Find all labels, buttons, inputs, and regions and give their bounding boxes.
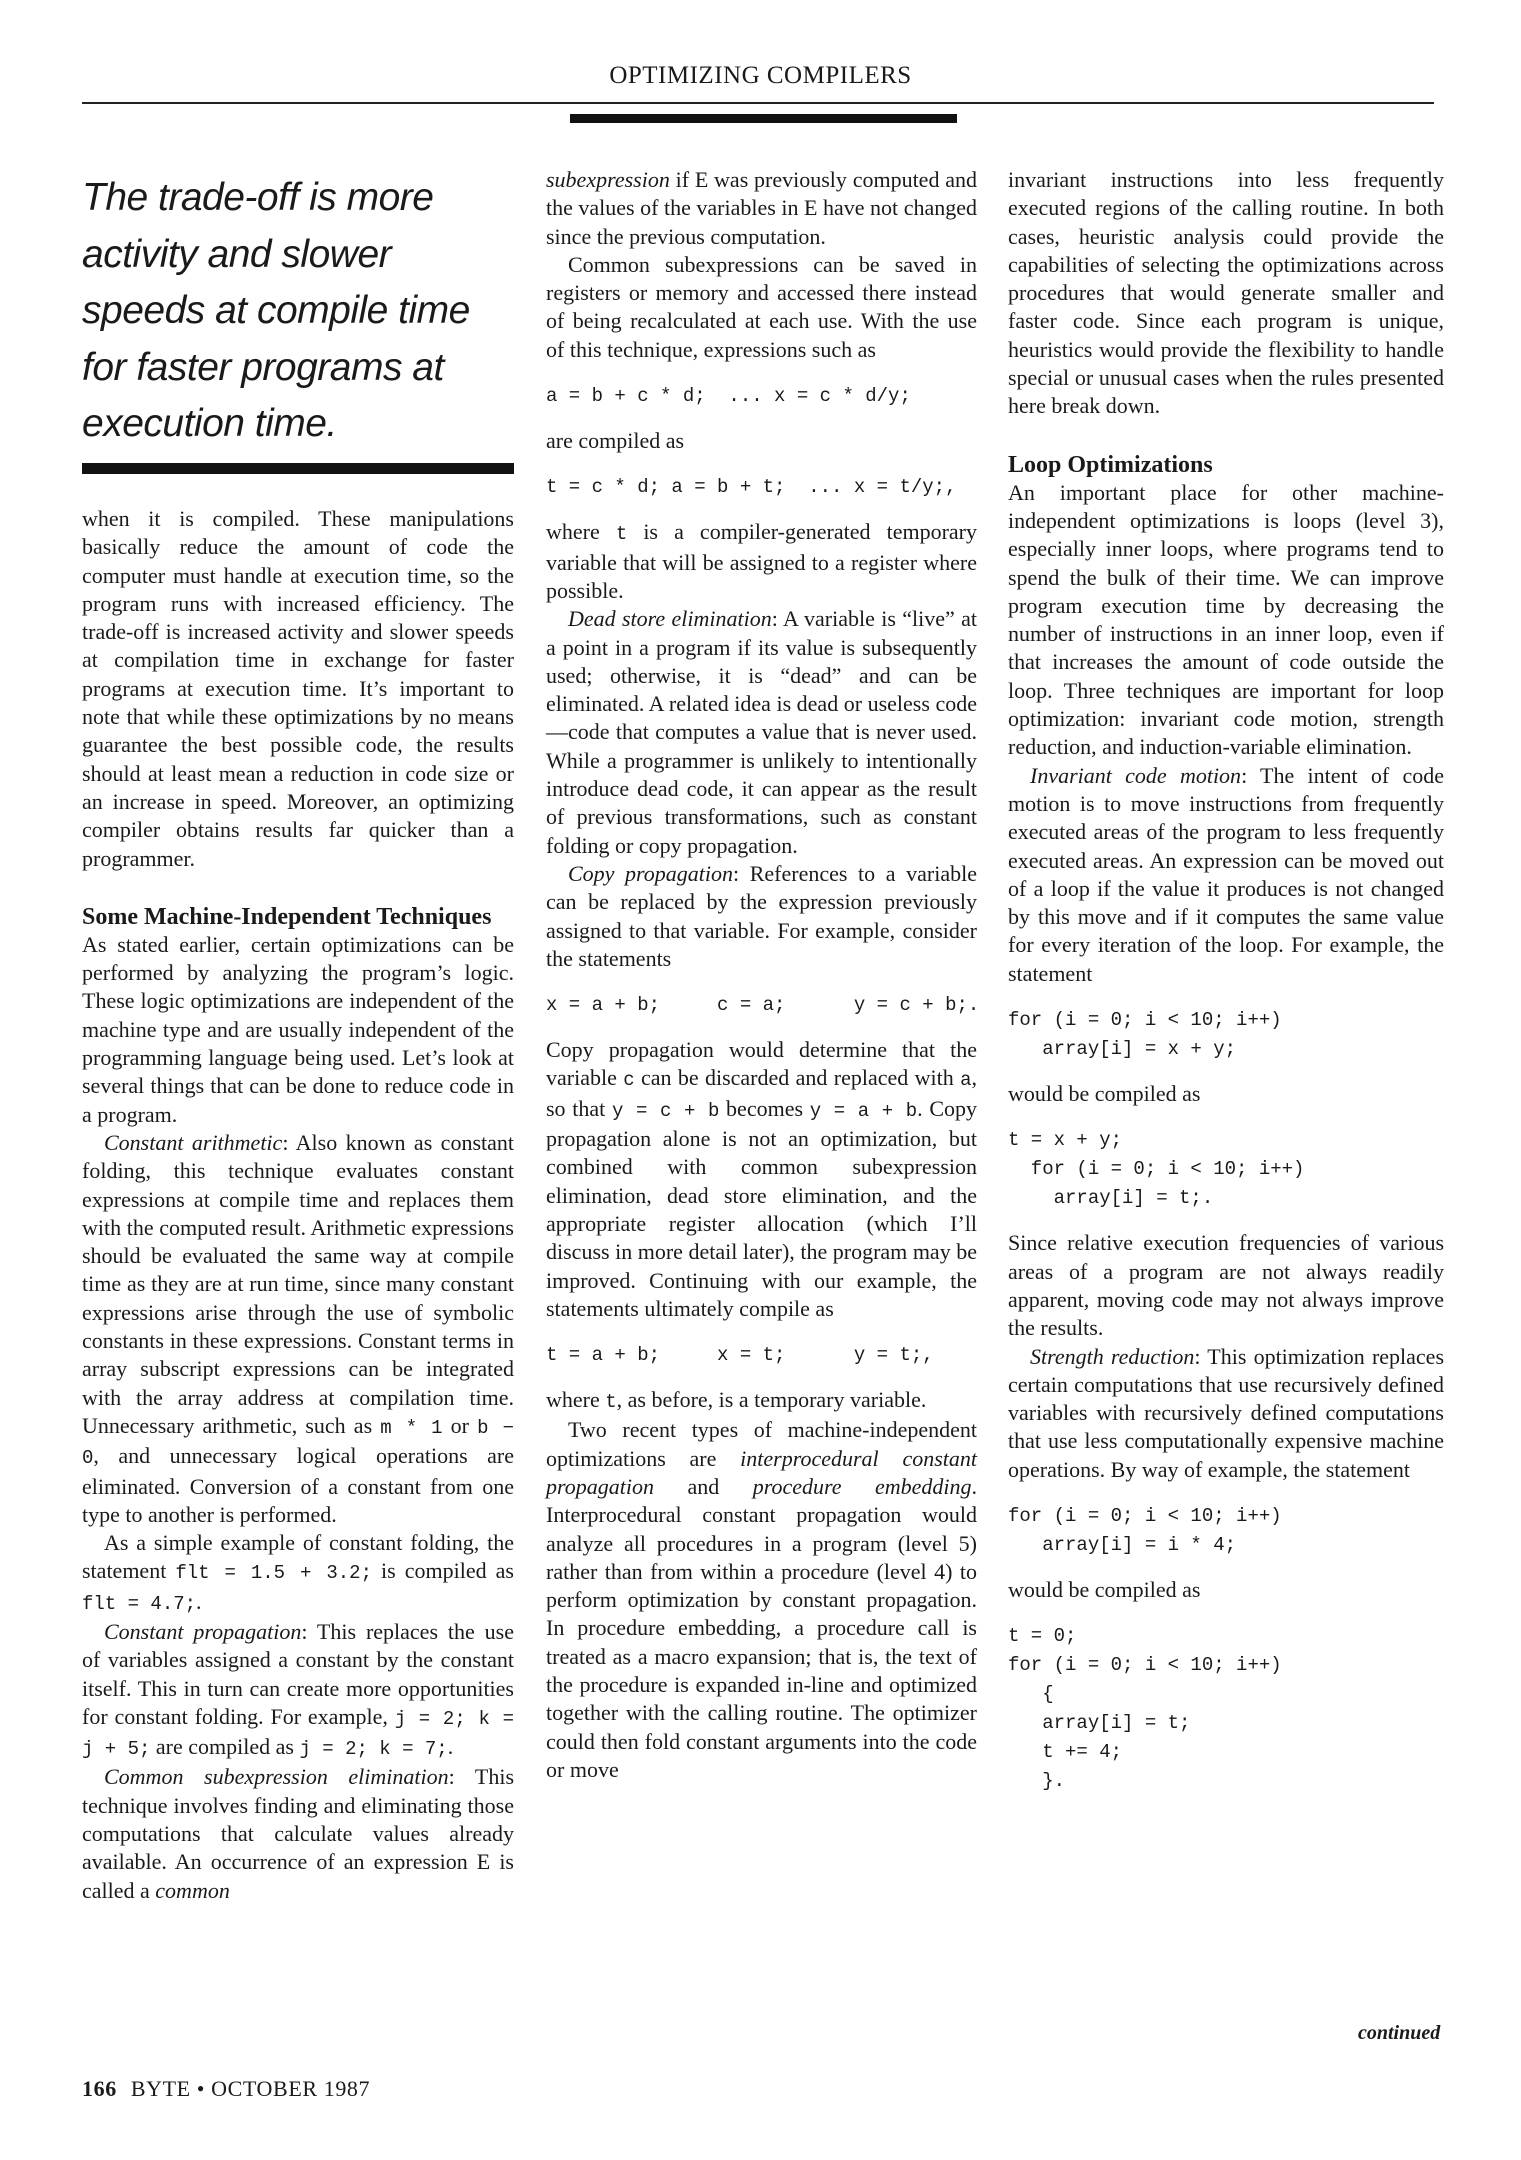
text: . Copy propagation alone is not an optimization, but combined with common subexpression elimination, dead store elimination, and the appropriate register allocation (which I’ll discuss in more detail later), the program may be improved. Continuing with our example, the statements ultimately compile as bbox=[546, 1095, 977, 1321]
column-1 bbox=[82, 505, 514, 1905]
code-block: t = x + y; for (i = 0; i < 10; i++) array[i] = t;. bbox=[1008, 1129, 1305, 1210]
page-number: 166 bbox=[82, 2076, 117, 2101]
page-footer bbox=[82, 2076, 370, 2102]
text: : A variable is “live” at a point in a program if its value is subsequently used; otherwise, it is “dead” and can be eliminated. A related idea is dead or useless code—code that computes a value that is never used. While a programmer is unlikely to intentionally introduce dead code, it can appear as the result of previous transformations, such as constant folding or copy propagation. bbox=[546, 606, 977, 858]
term: subexpression bbox=[546, 167, 670, 192]
text: are compiled as bbox=[150, 1734, 300, 1760]
paragraph: An important place for other machine-independent optimizations is loops (level 3), especially inner loops, where programs tend to spend the bulk of their time. We can improve program execution time by decreasing the number of instructions in an inner loop, even if that increases the amount of code outside the loop. Three techniques are important for loop optimization: invariant code motion, strength reduction, and induction-variable elimination. bbox=[1008, 479, 1444, 760]
text: Two recent types of machine-independent optimizations are bbox=[546, 1417, 977, 1471]
paragraph bbox=[546, 518, 977, 605]
text: : The intent of code motion is to move instructions from frequently executed areas of the program to less frequently executed areas. An expression can be moved out of a loop if the value it produces is not changed by this move and if it computes the same value for every iteration of the loop. For example, the statement bbox=[1008, 762, 1444, 986]
paragraph: invariant instructions into less frequently executed regions of the calling routine. In both cases, heuristic analysis could provide the capabilities of selecting the optimizations across procedures that would generate smaller and faster code. Since each program is unique, heuristics would provide the flexibility to handle special or unusual cases when the rules presented here break down. bbox=[1008, 167, 1444, 419]
magazine-issue: BYTE • OCTOBER 1987 bbox=[130, 2076, 371, 2101]
text: : This optimization replaces certain computations that use recursively defined variables with recursively defined computations that use less computationally expensive machine operations. By way of example, the statement bbox=[1008, 1343, 1444, 1482]
paragraph-constant-propagation bbox=[82, 1618, 514, 1763]
term: interprocedural constant propagation bbox=[546, 1445, 977, 1499]
text: As a simple example of constant folding, the statement bbox=[82, 1530, 514, 1584]
paragraph: are compiled as bbox=[546, 428, 685, 454]
column-2 bbox=[546, 166, 980, 1784]
term: Strength reduction bbox=[1030, 1343, 1195, 1369]
paragraph: As stated earlier, certain optimizations can be performed by analyzing the program’s logic. These logic optimizations are independent of the machine type and are usually independent of the programming language being used. Let’s look at several things that can be done to reduce code in a program. bbox=[82, 931, 514, 1127]
paragraph: Since relative execution frequencies of various areas of a program are not always readily apparent, moving code may not always improve the results. bbox=[1008, 1230, 1444, 1341]
inline-code: t bbox=[615, 523, 628, 546]
column-3 bbox=[1008, 166, 1444, 1812]
text: , and unnecessary logical operations are eliminated. Conversion of a constant from one type to another is performed. bbox=[82, 1443, 514, 1527]
code-block: for (i = 0; i < 10; i++) array[i] = x + y; bbox=[1008, 1009, 1282, 1061]
text: or bbox=[442, 1412, 478, 1438]
inline-code: m * 1 bbox=[380, 1416, 443, 1439]
paragraph-constant-arithmetic bbox=[82, 1129, 514, 1529]
term: Invariant code motion bbox=[1030, 762, 1242, 788]
paragraph-cse bbox=[82, 1763, 514, 1904]
pull-quote-rule bbox=[82, 463, 514, 474]
text: becomes bbox=[719, 1095, 810, 1121]
section-heading-techniques: Some Machine-Independent Techniques bbox=[82, 903, 492, 930]
inline-code: j = 2; k = 7; bbox=[299, 1738, 448, 1761]
text: where bbox=[546, 519, 616, 545]
term: Common subexpression elimination bbox=[104, 1764, 449, 1790]
section-heading-loop: Loop Optimizations bbox=[1008, 451, 1213, 478]
term: Constant propagation bbox=[104, 1618, 302, 1644]
inline-code: y = c + b bbox=[611, 1099, 720, 1122]
inline-code: a bbox=[960, 1069, 972, 1092]
text: , as before, is a temporary variable. bbox=[616, 1387, 927, 1413]
paragraph-strength-reduction bbox=[1008, 1343, 1444, 1484]
header-rule bbox=[82, 102, 1434, 104]
paragraph-copy-propagation bbox=[546, 860, 977, 973]
text: : Also known as constant folding, this technique evaluates constant expressions at compile time and replaces them with the computed result. Arithmetic expressions should be evaluated the same way at compile time as they are at run time, since many constant expressions arise through the use of symbolic constants in these expressions. Constant terms in array subscript expressions can be integrated with the array address at compilation time. Unnecessary arithmetic, such as bbox=[82, 1129, 514, 1438]
paragraph: would be compiled as bbox=[1008, 1081, 1201, 1107]
code-block: t = c * d; a = b + t; ... x = t/y;, bbox=[546, 476, 957, 499]
term: Dead store elimination bbox=[568, 606, 772, 632]
running-header: OPTIMIZING COMPILERS bbox=[609, 62, 912, 89]
inline-code: c bbox=[623, 1069, 635, 1092]
paragraph bbox=[546, 1036, 977, 1323]
text: where bbox=[546, 1387, 606, 1413]
text: , so that bbox=[546, 1065, 977, 1121]
paragraph bbox=[546, 166, 977, 251]
paragraph bbox=[546, 1386, 977, 1416]
code-block: for (i = 0; i < 10; i++) array[i] = i * 4; bbox=[1008, 1504, 1282, 1556]
text: . bbox=[447, 1734, 454, 1760]
pull-quote: The trade-off is more activity and slower speeds at compile time for faster programs at execution time. bbox=[82, 176, 470, 445]
inline-code: j = 2; k = j + 5; bbox=[82, 1707, 514, 1761]
paragraph-invariant-code-motion bbox=[1008, 762, 1444, 988]
paragraph: would be compiled as bbox=[1008, 1576, 1201, 1602]
inline-code: b − 0 bbox=[82, 1416, 514, 1470]
text: . Interprocedural constant propagation would analyze all procedures in a program (level 5) rather than from within a procedure (level 4) to perform optimization by constant propagation. In procedure embedding, a procedure call is treated as a macro expansion; that is, the text of the procedure is expanded in-line and optimized together with the calling routine. The optimizer could then fold constant arguments into the code or move bbox=[546, 1473, 977, 1782]
paragraph-folding-example bbox=[82, 1529, 514, 1618]
term: procedure embedding bbox=[752, 1473, 972, 1499]
code-block: x = a + b; c = a; y = c + b;. bbox=[546, 994, 980, 1017]
paragraph-dead-store bbox=[546, 605, 977, 860]
term: Constant arithmetic bbox=[104, 1129, 283, 1155]
text: : This technique involves finding and eliminating those computations that calculate values already available. An occurrence of an expression E is called a bbox=[82, 1764, 515, 1903]
text: . bbox=[196, 1588, 202, 1614]
text: : References to a variable can be replaced by the expression previously assigned to that variable. For example, consider the statements bbox=[546, 860, 977, 971]
inline-code: flt = 4.7; bbox=[82, 1592, 197, 1615]
code-block: t = 0; for (i = 0; i < 10; i++) { array[i] = t; t += 4; }. bbox=[1008, 1625, 1282, 1793]
inline-code: y = a + b bbox=[809, 1099, 918, 1122]
paragraph-recent-types bbox=[546, 1416, 977, 1784]
paragraph: when it is compiled. These manipulations basically reduce the amount of code the computer must handle at execution time, so the program runs with increased efficiency. The trade-off is increased activity and slower speeds at compilation time in exchange for faster programs at execution time. It’s important to note that while these optimizations by no means guarantee the best possible code, the results should at least mean a reduction in code size or an increase in speed. Moreover, an optimizing compiler obtains results far quicker than a programmer. bbox=[82, 506, 514, 871]
inline-code: flt = 1.5 + 3.2; bbox=[175, 1562, 372, 1585]
term: Copy propagation bbox=[568, 860, 734, 886]
code-block: t = a + b; x = t; y = t;, bbox=[546, 1344, 934, 1367]
continued-note: continued bbox=[1358, 2022, 1441, 2044]
code-block: a = b + c * d; ... x = c * d/y; bbox=[546, 385, 911, 408]
inline-code: t bbox=[605, 1391, 617, 1414]
text: is compiled as bbox=[371, 1558, 514, 1584]
text: can be discarded and replaced with bbox=[634, 1065, 961, 1091]
header-accent-bar bbox=[570, 114, 957, 123]
text: Copy propagation would determine that the variable bbox=[546, 1037, 977, 1091]
term: common bbox=[155, 1877, 230, 1903]
text: : This replaces the use of variables assigned a constant by the constant itself. This in turn can create more opportunities for constant folding. For example, bbox=[82, 1618, 514, 1729]
text: if E was previously computed and the values of the variables in E have not changed since the previous computation. bbox=[546, 167, 977, 249]
text: is a compiler-generated temporary variable that will be assigned to a register where possible. bbox=[546, 519, 977, 603]
text: and bbox=[653, 1473, 753, 1499]
paragraph: Common subexpressions can be saved in registers or memory and accessed there instead of being recalculated at each use. With the use of this technique, expressions such as bbox=[546, 251, 977, 362]
